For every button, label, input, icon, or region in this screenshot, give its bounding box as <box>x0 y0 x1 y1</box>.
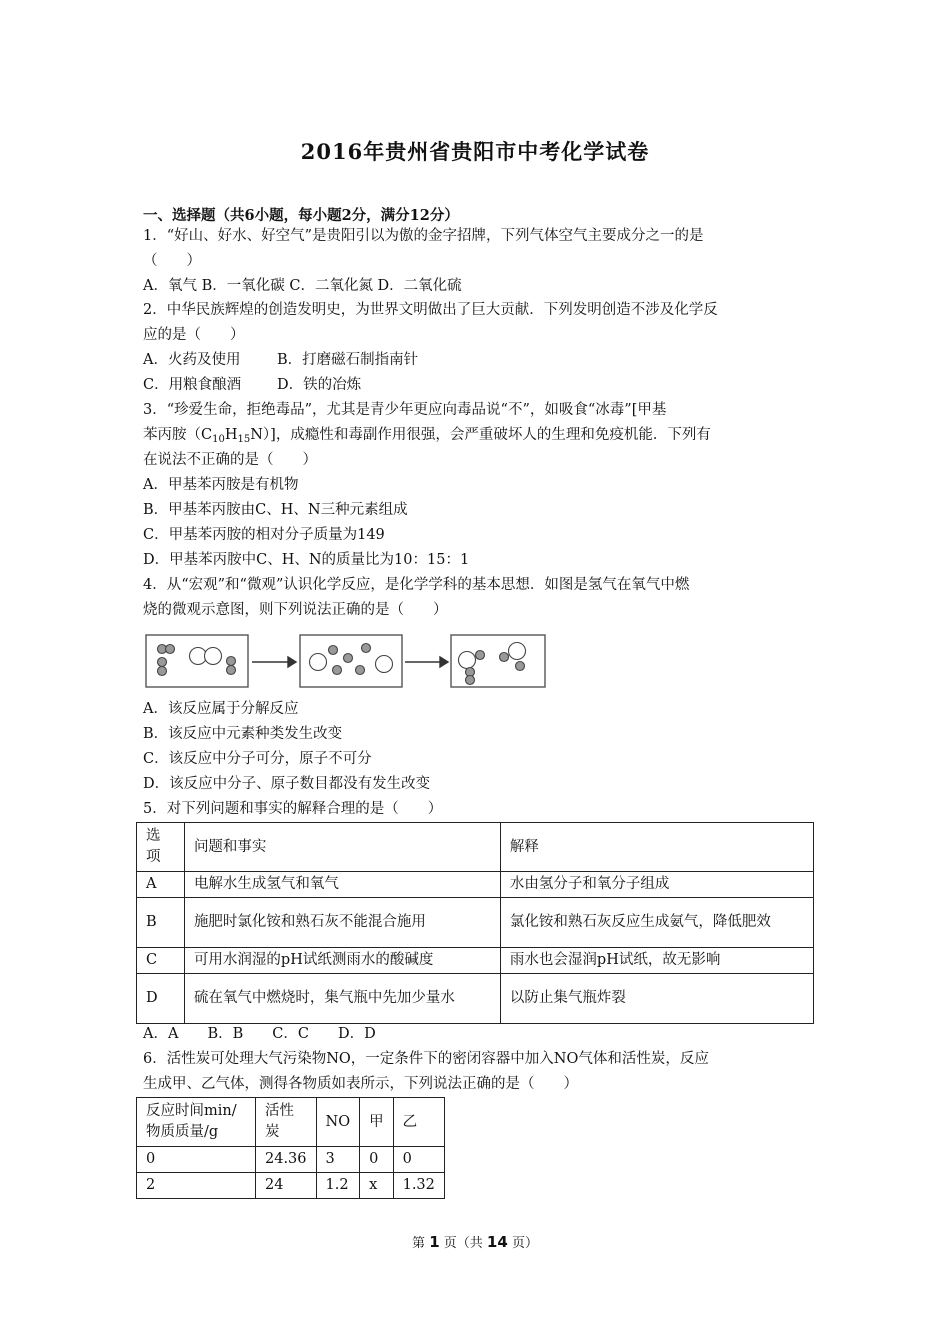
table-cell-text: 硫在氧气中燃烧时，集气瓶中先加少量水 <box>193 990 455 1006</box>
table-cell: 1.32 <box>393 1173 444 1199</box>
table-row <box>137 898 814 948</box>
table-row <box>137 872 814 898</box>
table-row <box>137 823 814 872</box>
q3-option-c: C．甲基苯丙胺的相对分子质量为149 <box>143 527 385 543</box>
table-cell: 1.2 <box>316 1173 360 1199</box>
page-footer <box>0 1232 950 1251</box>
q6-stem-line1: 6．活性炭可处理大气污染物NO，一定条件下的密闭容器中加入NO气体和活性炭，反应 <box>143 1051 709 1067</box>
table-cell: 电解水生成氢气和氧气 <box>184 872 500 898</box>
q3-sub-c: 10 <box>212 434 225 445</box>
q4-option-c: C．该反应中分子可分，原子不可分 <box>143 751 372 767</box>
table-header-cell: NO <box>316 1098 360 1147</box>
table-cell: 0 <box>393 1147 444 1173</box>
q2-stem-line2: 应的是（ ） <box>143 327 245 343</box>
table-cell: 0 <box>360 1147 394 1173</box>
q3-option-b: B．甲基苯丙胺由C、H、N三种元素组成 <box>143 502 408 518</box>
table-cell: A <box>137 872 185 898</box>
q3-stem-line3: 在说法不正确的是（ ） <box>143 452 317 468</box>
q3-stem-line2 <box>143 425 711 445</box>
table-cell: C <box>137 948 185 974</box>
table-row <box>137 1098 445 1147</box>
footer-post: 页） <box>511 1236 538 1251</box>
table-header-cell: 选项 <box>137 823 185 872</box>
table-cell: 雨水也会湿润pH试纸，故无影响 <box>500 948 813 974</box>
q1-options: A．氧气 B．一氧化碳 C．二氧化氮 D．二氧化硫 <box>143 278 462 294</box>
q1-stem-line2: （ ） <box>143 253 201 269</box>
q3-stem-post: N）]，成瘾性和毒副作用很强，会严重破坏人的生理和免疫机能．下列有 <box>250 427 711 443</box>
table-header-text: 反应时间min/物质质量/g <box>146 1103 237 1140</box>
table-cell: 2 <box>137 1173 256 1199</box>
table-cell: x <box>360 1173 394 1199</box>
q2-option-c: C．用粮食酿酒 <box>143 377 242 393</box>
table-header-cell: 解释 <box>500 823 813 872</box>
table-cell: 以防止集气瓶炸裂 <box>500 974 813 1024</box>
q5-table <box>136 822 814 1024</box>
q4-option-d: D．该反应中分子、原子数目都没有发生改变 <box>143 776 431 792</box>
table-cell: 可用水润湿的pH试纸测雨水的酸碱度 <box>184 948 500 974</box>
table-header-cell: 甲 <box>360 1098 394 1147</box>
q3-option-d: D．甲基苯丙胺中C、H、N的质量比为10：15：1 <box>143 552 470 568</box>
q3-sub-h: 15 <box>237 434 251 445</box>
table-cell <box>184 974 500 1024</box>
footer-page-number: 1 <box>429 1233 440 1251</box>
footer-total-pages: 14 <box>486 1233 508 1251</box>
table-cell: 3 <box>316 1147 360 1173</box>
reaction-diagram <box>145 633 547 689</box>
q2-option-d: D．铁的冶炼 <box>277 377 362 393</box>
q2-options-row1 <box>143 350 418 370</box>
table-row <box>137 974 814 1024</box>
table-header-cell: 活性炭 <box>256 1098 317 1147</box>
q3-h: H <box>224 427 238 443</box>
q2-option-a: A．火药及使用 <box>143 352 241 368</box>
q5-options: A．A B．B C．C D．D <box>143 1026 376 1042</box>
table-cell: 24 <box>256 1173 317 1199</box>
table-cell: 水由氢分子和氧分子组成 <box>500 872 813 898</box>
table-cell: 施肥时氯化铵和熟石灰不能混合施用 <box>184 898 500 948</box>
q4-stem-line2: 烧的微观示意图，则下列说法正确的是（ ） <box>143 602 448 618</box>
table-header-cell: 问题和事实 <box>184 823 500 872</box>
q3-stem-pre: 苯丙胺（C <box>143 427 213 443</box>
q4-option-b: B．该反应中元素种类发生改变 <box>143 726 343 742</box>
q2-option-b: B．打磨磁石制指南针 <box>277 352 419 368</box>
q4-option-a: A．该反应属于分解反应 <box>143 701 299 717</box>
table-cell: 24.36 <box>256 1147 317 1173</box>
table-row <box>137 948 814 974</box>
table-cell: 氯化铵和熟石灰反应生成氨气，降低肥效 <box>500 898 813 948</box>
q6-stem-line2: 生成甲、乙气体，测得各物质如表所示，下列说法正确的是（ ） <box>143 1076 578 1092</box>
q5-stem: 5．对下列问题和事实的解释合理的是（ ） <box>143 801 443 817</box>
q2-stem-line1: 2．中华民族辉煌的创造发明史，为世界文明做出了巨大贡献．下列发明创造不涉及化学反 <box>143 302 718 318</box>
table-header-cell: 乙 <box>393 1098 444 1147</box>
q4-stem-line1: 4．从“宏观”和“微观”认识化学反应，是化学学科的基本思想．如图是氢气在氧气中燃 <box>143 577 690 593</box>
q1-stem-line1: 1．“好山、好水、好空气”是贵阳引以为傲的金字招牌，下列气体空气主要成分之一的是 <box>143 228 704 244</box>
table-row <box>137 1173 445 1199</box>
table-cell: B <box>137 898 185 948</box>
table-row <box>137 1147 445 1173</box>
q2-options-row2 <box>143 375 361 395</box>
q3-option-a: A．甲基苯丙胺是有机物 <box>143 477 299 493</box>
page-title: 2016年贵州省贵阳市中考化学试卷 <box>300 139 650 164</box>
q6-table <box>136 1097 445 1199</box>
table-cell: 0 <box>137 1147 256 1173</box>
footer-pre: 第 <box>412 1236 426 1251</box>
footer-mid: 页（共 <box>443 1236 483 1251</box>
q3-stem-line1: 3．“珍爱生命，拒绝毒品”，尤其是青少年更应向毒品说“不”，如吸食“冰毒”[甲基 <box>143 402 667 418</box>
section-heading: 一、选择题（共6小题，每小题2分，满分12分） <box>143 207 459 224</box>
table-header-cell <box>137 1098 256 1147</box>
table-cell: D <box>137 974 185 1024</box>
